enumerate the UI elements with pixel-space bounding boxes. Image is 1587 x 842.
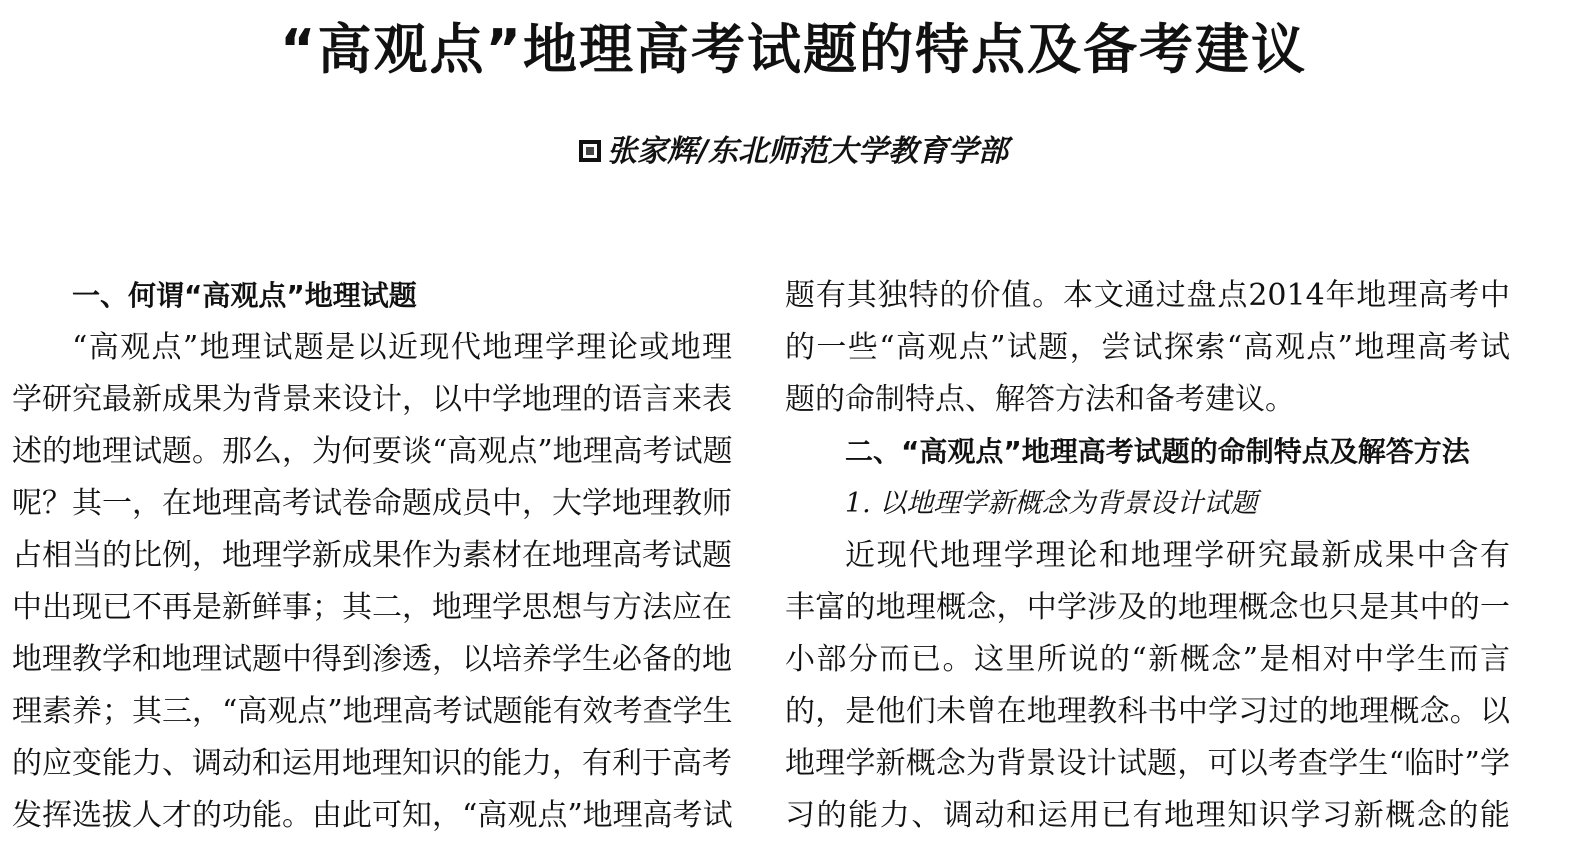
paragraph-line: 题有其独特的价值。本文通过盘点2014年地理高考中 (785, 278, 1510, 313)
paragraph-line: “高观点”地理试题是以近现代地理学理论或地理 (72, 330, 732, 365)
paragraph-line: 呢？其一，在地理高考试卷命题成员中，大学地理教师 (12, 486, 732, 521)
paragraph-line: 近现代地理学理论和地理学研究最新成果中含有 (845, 538, 1510, 573)
paragraph-line: 占相当的比例，地理学新成果作为素材在地理高考试题 (12, 538, 732, 573)
paragraph-line: 学研究最新成果为背景来设计，以中学地理的语言来表 (12, 382, 732, 417)
author-affiliation: 张家辉/东北师范大学教育学部 (607, 134, 1008, 169)
byline-square-icon (579, 140, 601, 162)
section-heading-1: 一、何谓“高观点”地理试题 (72, 279, 417, 312)
paragraph-line: 地理教学和地理试题中得到渗透，以培养学生必备的地 (12, 642, 732, 677)
paragraph-line: 丰富的地理概念，中学涉及的地理概念也只是其中的一 (785, 590, 1510, 625)
subsection-heading: 1. 以地理学新概念为背景设计试题 (845, 488, 1258, 519)
paragraph-line: 的，是他们未曾在地理教科书中学习过的地理概念。以 (785, 694, 1510, 729)
paragraph-line: 的一些“高观点”试题，尝试探索“高观点”地理高考试 (785, 330, 1510, 365)
paragraph-line: 地理学新概念为背景设计试题，可以考查学生“临时”学 (785, 746, 1510, 781)
paragraph-line: 小部分而已。这里所说的“新概念”是相对中学生而言 (785, 642, 1510, 677)
left-column (12, 270, 732, 842)
paragraph-line: 习的能力、调动和运用已有地理知识学习新概念的能 (785, 798, 1510, 833)
author-byline (0, 132, 1587, 172)
paragraph-line: 的应变能力、调动和运用地理知识的能力，有利于高考 (12, 746, 732, 781)
paragraph-line: 中出现已不再是新鲜事；其二，地理学思想与方法应在 (12, 590, 732, 625)
article-title: “高观点”地理高考试题的特点及备考建议 (280, 18, 1307, 81)
paragraph-line: 理素养；其三，“高观点”地理高考试题能有效考查学生 (12, 694, 733, 729)
paragraph-line: 发挥选拔人才的功能。由此可知，“高观点”地理高考试 (12, 798, 733, 833)
paragraph-line: 述的地理试题。那么，为何要谈“高观点”地理高考试题 (12, 434, 733, 469)
section-heading-2: 二、“高观点”地理高考试题的命制特点及解答方法 (845, 435, 1470, 468)
right-column (785, 270, 1510, 842)
paragraph-line: 题的命制特点、解答方法和备考建议。 (785, 382, 1295, 417)
